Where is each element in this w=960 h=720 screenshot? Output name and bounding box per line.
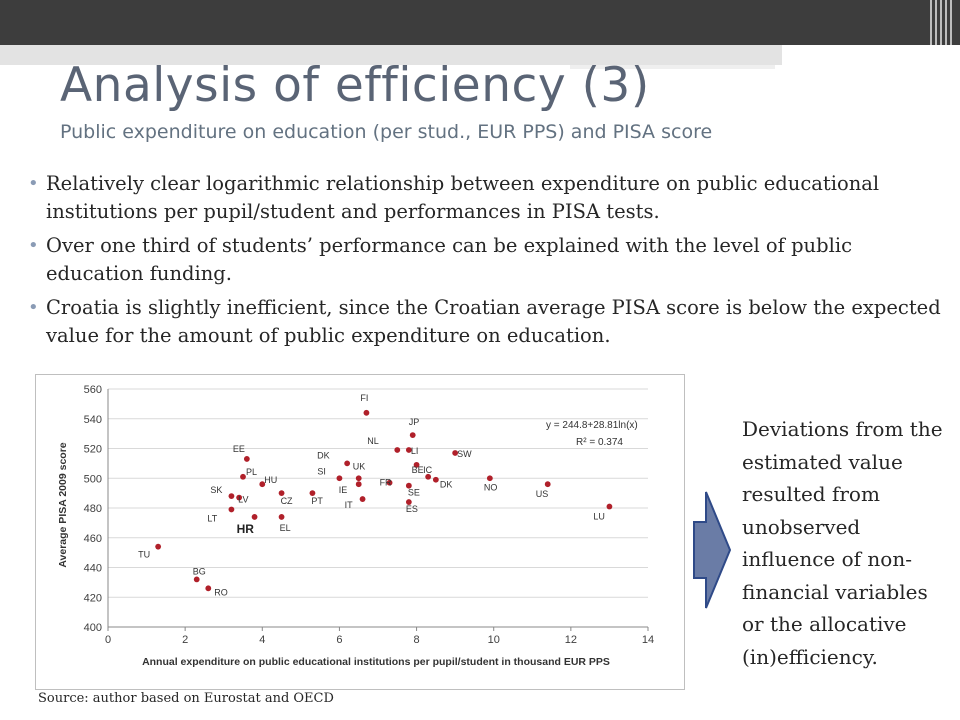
point-label: PT bbox=[311, 496, 323, 507]
point-label: TU bbox=[138, 549, 151, 560]
point-label: LT bbox=[207, 513, 218, 524]
bullet-item: • Relatively clear logarithmic relationship between expenditure on public educational institutions per pupil/student and performances in PISA tests. bbox=[20, 170, 950, 226]
data-point bbox=[229, 493, 235, 499]
source-note: Source: author based on Eurostat and OECD bbox=[38, 691, 334, 706]
right-arrow-icon bbox=[692, 490, 732, 610]
data-point bbox=[487, 475, 493, 481]
data-point bbox=[229, 507, 235, 513]
y-tick-label: 500 bbox=[83, 473, 102, 486]
data-point bbox=[356, 475, 362, 481]
data-point bbox=[607, 504, 613, 510]
data-point bbox=[337, 475, 343, 481]
bullet-item: • Over one third of students’ performance can be explained with the level of public education funding. bbox=[20, 232, 950, 288]
point-label: SK bbox=[210, 485, 223, 496]
data-point bbox=[344, 460, 350, 466]
x-tick-label: 4 bbox=[259, 634, 266, 646]
point-label: FR bbox=[379, 477, 392, 488]
point-label: IE bbox=[338, 485, 348, 496]
point-label: HR bbox=[236, 521, 254, 536]
point-label: EE bbox=[232, 443, 245, 454]
data-point bbox=[394, 447, 400, 453]
point-label: IC bbox=[423, 464, 433, 475]
y-tick-label: 420 bbox=[83, 592, 102, 605]
x-tick-label: 10 bbox=[487, 634, 500, 646]
y-tick-label: 440 bbox=[83, 562, 102, 575]
point-label: JP bbox=[408, 417, 420, 428]
decorative-lines bbox=[926, 0, 960, 45]
point-label: US bbox=[535, 489, 549, 500]
x-tick-label: 0 bbox=[104, 634, 112, 646]
bullet-list bbox=[20, 170, 950, 356]
data-point bbox=[279, 514, 285, 520]
scatter-chart bbox=[35, 374, 685, 690]
y-axis-label: Average PISA 2009 score bbox=[57, 442, 69, 568]
data-point bbox=[194, 577, 200, 583]
point-label: BE bbox=[411, 464, 424, 475]
point-label: LU bbox=[593, 511, 605, 522]
point-label: PL bbox=[246, 466, 258, 477]
data-point bbox=[205, 585, 211, 591]
data-point bbox=[433, 477, 439, 483]
bullet-item: • Croatia is slightly inefficient, since the Croatian average PISA score is below the expected value for the amount of public expenditure on education. bbox=[20, 294, 950, 350]
y-tick-label: 460 bbox=[83, 532, 102, 545]
y-tick-label: 560 bbox=[83, 384, 102, 396]
point-label: ES bbox=[405, 504, 418, 515]
point-label: HU bbox=[264, 475, 278, 486]
data-point bbox=[356, 481, 362, 487]
point-label: NL bbox=[367, 435, 379, 446]
data-point bbox=[410, 432, 416, 438]
y-tick-label: 400 bbox=[83, 622, 102, 634]
y-tick-label: 480 bbox=[83, 503, 102, 515]
side-note: Deviations from the estimated value resulted from unobserved influence of non-financial variables or the allocative (in)efficiency. bbox=[742, 417, 943, 669]
top-bar bbox=[0, 0, 960, 45]
point-label: SI bbox=[317, 466, 326, 477]
x-tick-label: 6 bbox=[336, 634, 343, 646]
slide-title: Analysis of efficiency (3) bbox=[60, 58, 650, 113]
point-label: EL bbox=[279, 522, 291, 533]
x-axis-label: Annual expenditure on public educational institutions per pupil/student in thousand EUR PPS bbox=[142, 656, 610, 668]
chart-svg bbox=[36, 375, 684, 689]
x-tick-label: 12 bbox=[564, 634, 577, 646]
x-tick-label: 8 bbox=[413, 634, 420, 646]
data-point bbox=[252, 514, 258, 520]
x-tick-label: 2 bbox=[182, 634, 189, 646]
point-label: RO bbox=[214, 587, 228, 598]
point-label: FI bbox=[360, 392, 369, 403]
point-label: DK bbox=[439, 479, 453, 490]
y-tick-label: 540 bbox=[83, 413, 102, 426]
point-label: LI bbox=[410, 445, 419, 456]
point-label: BG bbox=[192, 566, 206, 577]
point-label: IT bbox=[344, 500, 353, 511]
x-tick-label: 14 bbox=[641, 634, 655, 646]
point-label: LV bbox=[238, 494, 249, 505]
trend-equation: y = 244.8+28.81ln(x) bbox=[546, 420, 638, 431]
data-point bbox=[155, 544, 161, 550]
slide-subtitle: Public expenditure on education (per stud., EUR PPS) and PISA score bbox=[60, 121, 713, 143]
data-point bbox=[364, 410, 370, 416]
data-point bbox=[545, 481, 551, 487]
r-squared: R² = 0.374 bbox=[576, 437, 623, 448]
point-label: SW bbox=[457, 448, 472, 459]
point-label: UK bbox=[352, 461, 366, 472]
point-label: CZ bbox=[280, 496, 293, 507]
point-label: SE bbox=[407, 487, 420, 498]
data-point bbox=[244, 456, 250, 462]
point-label: NO bbox=[483, 482, 498, 493]
data-point bbox=[360, 496, 366, 502]
point-label: DK bbox=[317, 450, 330, 461]
y-tick-label: 520 bbox=[83, 443, 102, 456]
